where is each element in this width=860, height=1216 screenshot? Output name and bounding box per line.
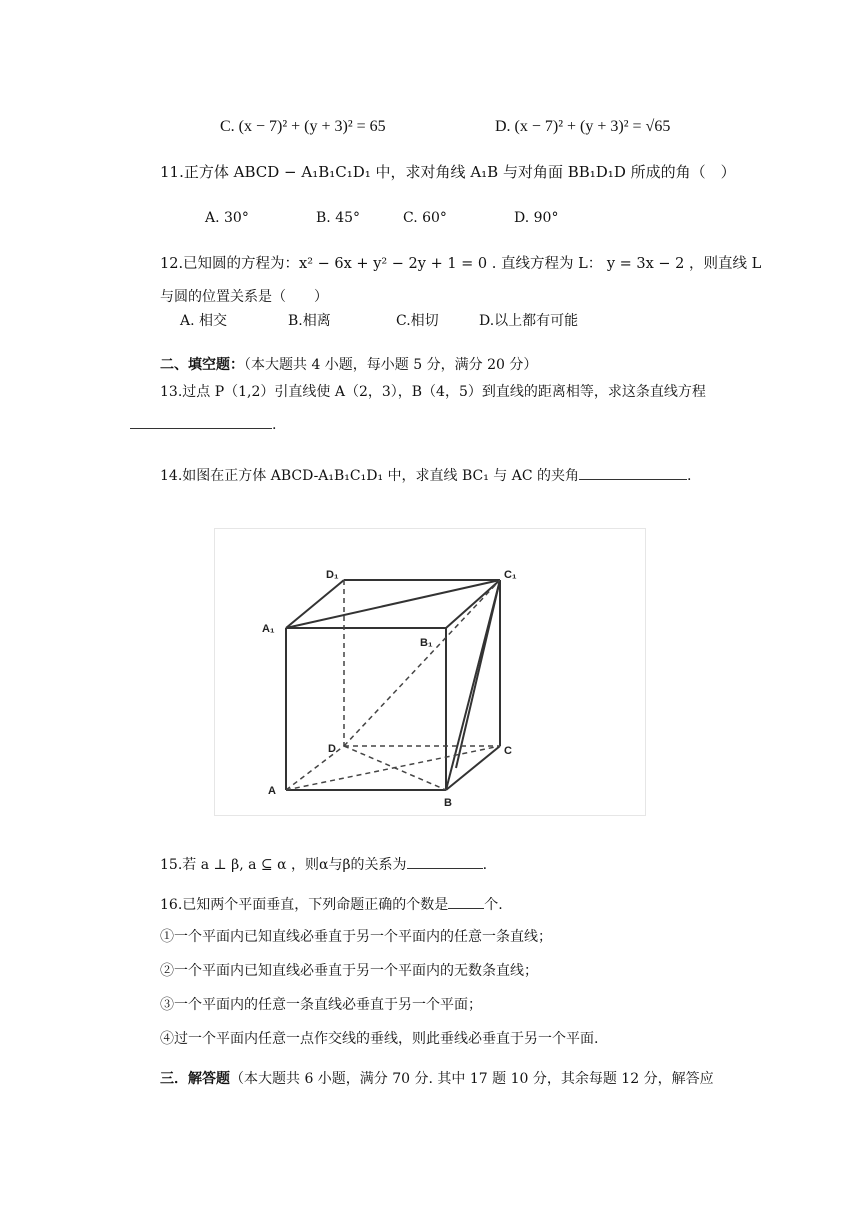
label-b: B [444, 797, 452, 809]
q15-stem: 15.若 a ⊥ β, a ⊆ α ，则α与β的关系为 [160, 857, 407, 873]
q11-option-d: D. 90° [514, 210, 559, 226]
q10-option-d: D. (x − 7)² + (y + 3)² = √65 [495, 118, 671, 135]
q16-answer-blank[interactable] [448, 894, 484, 909]
cube-figure [214, 528, 646, 816]
q13-answer-row [130, 414, 276, 435]
q12-option-b: B.相离 [288, 313, 331, 329]
q12-stem-line2: 与圆的位置关系是（ ） [160, 289, 328, 305]
q14-answer-blank[interactable] [579, 465, 687, 480]
q13-stem: 13.过点 P（1,2）引直线使 A（2，3），B（4，5）到直线的距离相等，求这条直线方程 [160, 384, 706, 400]
q15-tail: . [482, 857, 488, 873]
label-a: A [268, 785, 276, 797]
q11-stem: 11.正方体 ABCD − A₁B₁C₁D₁ 中，求对角线 A₁B 与对角面 BB₁D₁D 所成的角（ ） [160, 163, 736, 181]
q12-option-a: A. 相交 [180, 313, 228, 329]
label-a1: A₁ [262, 623, 275, 635]
label-d1: D₁ [326, 569, 339, 581]
q11-option-a: A. 30° [205, 210, 249, 226]
section3-note: （本大题共 6 小题，满分 70 分. 其中 17 题 10 分，其余每题 12 分，解答应 [230, 1071, 714, 1087]
section2-header [160, 355, 537, 375]
section3-title: 三．解答题 [160, 1071, 230, 1087]
section3-header [160, 1069, 714, 1089]
q16-item-4: ④过一个平面内任意一点作交线的垂线，则此垂线必垂直于另一个平面. [160, 1031, 599, 1047]
cube-diagram [214, 528, 646, 816]
q16-item-2: ②一个平面内已知直线必垂直于另一个平面内的无数条直线； [160, 963, 538, 979]
figure-frame [215, 529, 646, 816]
section2-note: （本大题共 4 小题，每小题 5 分，满分 20 分） [244, 357, 538, 373]
q14-tail: . [687, 468, 692, 484]
q16-tail: 个. [484, 897, 503, 913]
label-d: D [328, 743, 336, 755]
label-c: C [504, 745, 512, 757]
q14-row [160, 465, 691, 486]
q12-stem-line1: 12.已知圆的方程为：x² − 6x + y² − 2y + 1 = 0 . 直线方程为 L： y = 3x − 2 ，则直线 L [160, 256, 762, 272]
label-c1: C₁ [504, 569, 517, 581]
q16-item-3: ③一个平面内的任意一条直线必垂直于另一个平面； [160, 997, 482, 1013]
q12-option-d: D.以上都有可能 [479, 313, 579, 329]
label-b1: B₁ [420, 637, 433, 649]
q16-stem: 16.已知两个平面垂直，下列命题正确的个数是 [160, 897, 449, 913]
q13-tail: . [272, 417, 277, 433]
q10-option-c: C. (x − 7)² + (y + 3)² = 65 [220, 118, 386, 135]
q16-item-1: ①一个平面内已知直线必垂直于另一个平面内的任意一条直线； [160, 929, 552, 945]
q13-answer-blank[interactable] [130, 414, 272, 429]
q11-option-c: C. 60° [403, 210, 447, 226]
q15-row [160, 854, 487, 875]
q15-answer-blank[interactable] [407, 854, 483, 869]
section2-title: 二、填空题： [160, 357, 244, 373]
q14-stem: 14.如图在正方体 ABCD-A₁B₁C₁D₁ 中，求直线 BC₁ 与 AC 的夹角 [160, 468, 580, 484]
q12-option-c: C.相切 [396, 313, 439, 329]
q16-row [160, 894, 503, 915]
q11-option-b: B. 45° [316, 210, 361, 226]
